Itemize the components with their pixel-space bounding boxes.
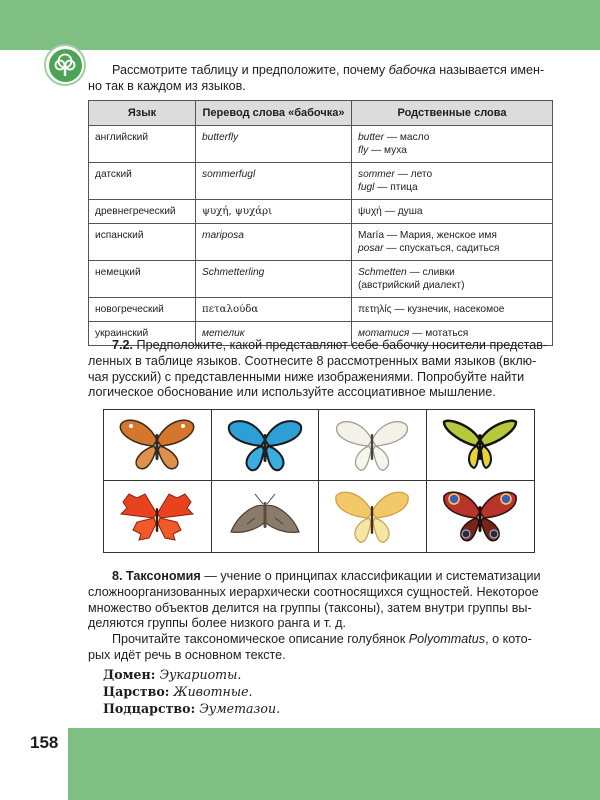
- butterfly-icon: [440, 416, 520, 474]
- intro-paragraph: Рассмотрите таблицу и предположите, почему бабочка называется имен- но так в каждом из языков.: [88, 63, 545, 93]
- butterfly-yellow: [319, 481, 427, 552]
- butterfly-blue-morpho: [212, 410, 320, 481]
- table-header-row: [89, 101, 553, 126]
- butterfly-icon: [117, 488, 197, 546]
- butterfly-moth: [212, 481, 320, 552]
- butterfly-icon: [332, 488, 412, 546]
- butterfly-white: [319, 410, 427, 481]
- section-logo: [44, 44, 86, 86]
- table-row: новогреческий πεταλούδα πετηλίς — кузнечик, насекомое: [89, 298, 553, 322]
- taxonomy-domain: Домен: Эукариоты.: [103, 667, 242, 682]
- header-language: Язык: [89, 101, 196, 126]
- butterfly-birdwing: [427, 410, 535, 481]
- butterfly-painted-lady: [104, 410, 212, 481]
- table-row: английский butterfly butter — масло fly — муха: [89, 126, 553, 163]
- butterfly-red: [104, 481, 212, 552]
- taxonomy-subkingdom: Подцарство: Эуметазои.: [103, 701, 281, 716]
- butterfly-icon: [225, 488, 305, 546]
- butterfly-icon: [117, 416, 197, 474]
- table-row: испанский mariposa María — Мария, женское имя posar — спускаться, садиться: [89, 224, 553, 261]
- butterfly-peacock: [427, 481, 535, 552]
- butterfly-icon: [440, 488, 520, 546]
- butterfly-grid: [103, 409, 535, 553]
- task-8: 8. Таксономия — учение о принципах классификации и систематизации сложноорганизованных иерархически соотносящихся сущностей. Некоторое множество объектов делится на группы (таксоны), затем внутри группы вы- деляются группы более низкого ранга и т. д. Прочитайте таксономическое описание голубянок Polyommatus, о кото- рых идёт речь в основном тексте.: [88, 569, 541, 662]
- bottom-band: [0, 728, 600, 800]
- taxonomy-kingdom: Царство: Животные.: [103, 684, 253, 699]
- header-translation: Перевод слова «бабочка»: [196, 101, 352, 126]
- table-row: немецкий Schmetterling Schmetten — сливки (австрийский диалект): [89, 261, 553, 298]
- tree-icon: [54, 53, 76, 77]
- page-number: 158: [30, 733, 59, 752]
- table-row: датский sommerfugl sommer — лето fugl — птица: [89, 163, 553, 200]
- header-related: Родственные слова: [352, 101, 553, 126]
- top-band: [0, 0, 600, 50]
- language-table: [88, 100, 553, 346]
- butterfly-icon: [225, 416, 305, 474]
- butterfly-icon: [332, 416, 412, 474]
- table-row: древнегреческий ψυχή, ψυχάρι ψυχή — душа: [89, 200, 553, 224]
- table-row: украинский метелик мотатися — мотаться: [89, 322, 553, 346]
- task-7-2: 7.2. Предположите, какой представляют себе бабочку носители представ- ленных в таблице языков. Соотнесите 8 рассмотренных вами языков (вклю- чая русский) с представленными ниже изображениями. Попробуйте найти логическое обоснование или используйте ассоциативное мышление.: [88, 338, 548, 400]
